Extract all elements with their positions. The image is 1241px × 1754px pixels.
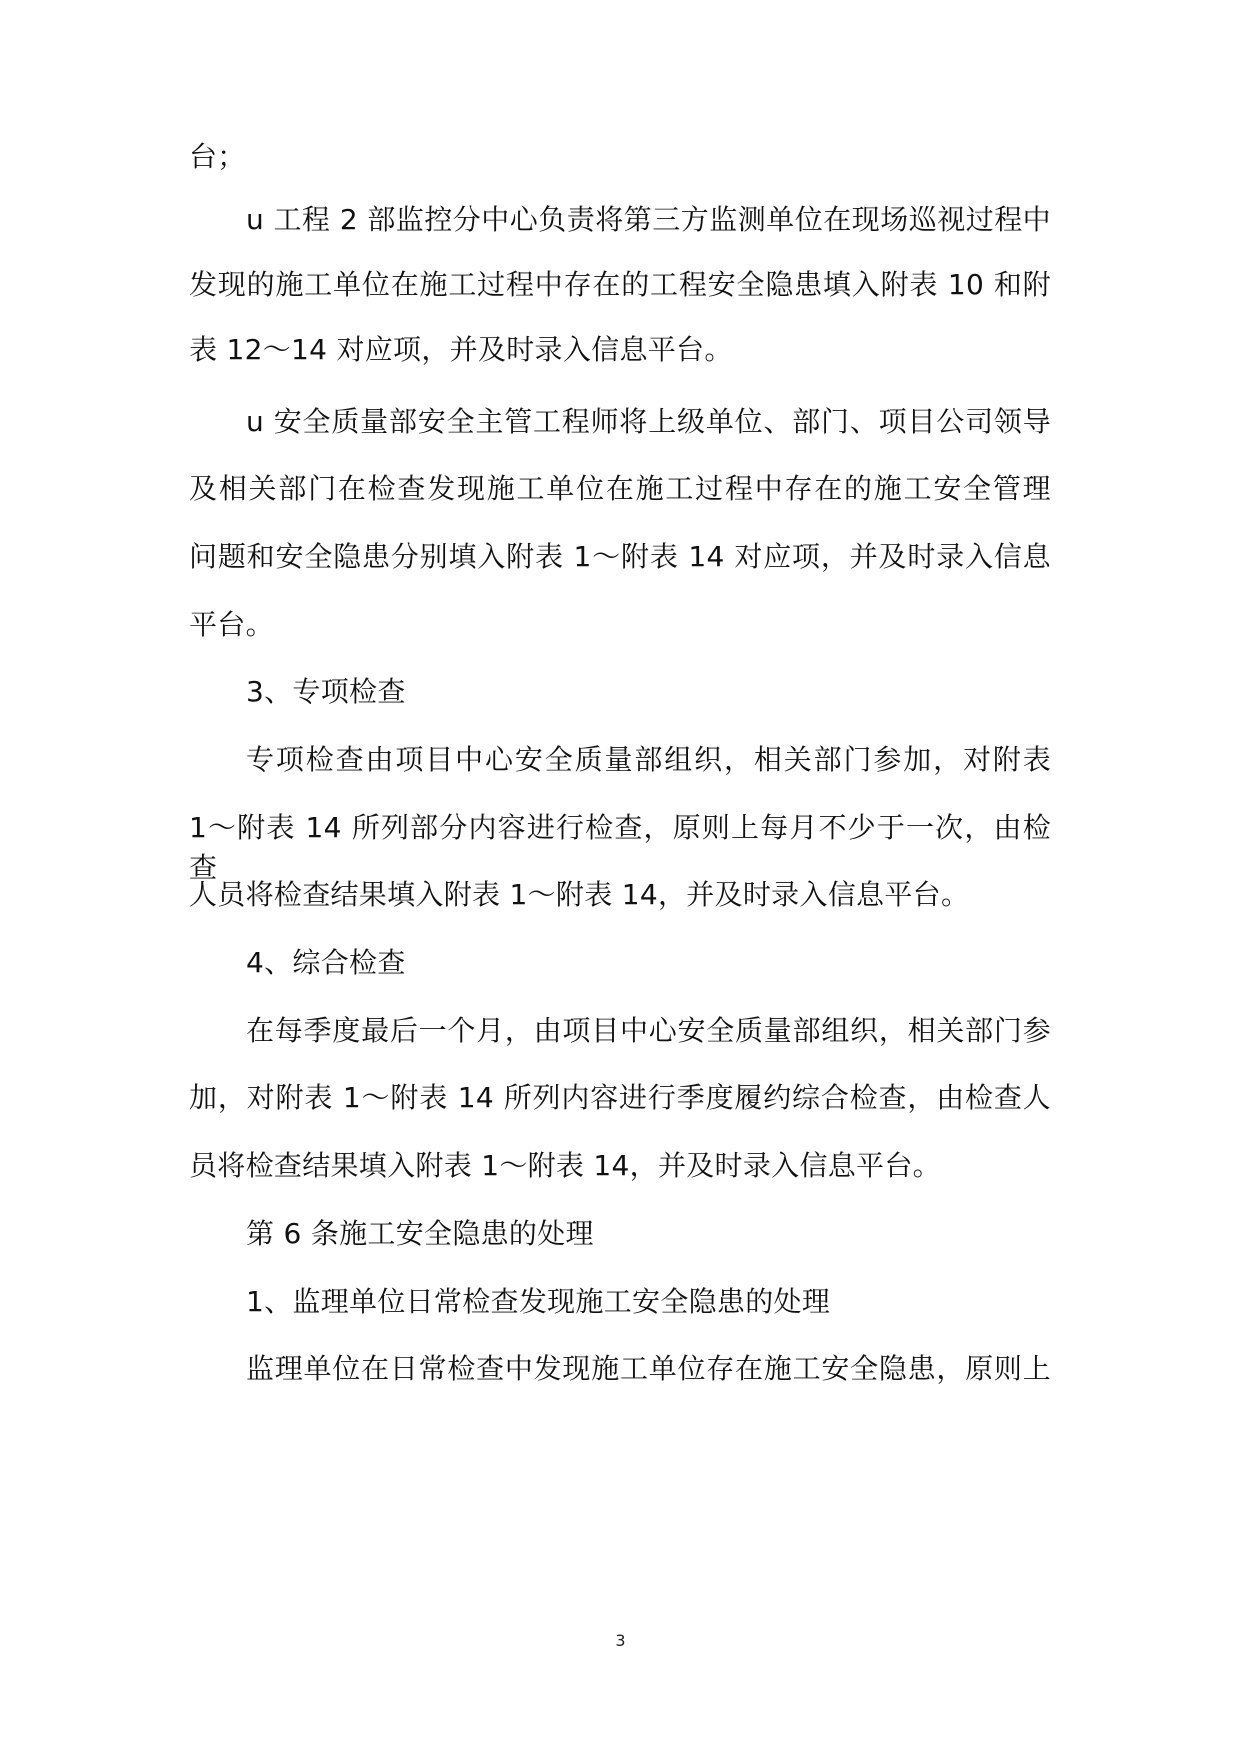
text-line-6: 及相关部门在检查发现施工单位在施工过程中存在的施工安全管理 — [189, 472, 1051, 505]
section-heading-3: 3、专项检查 — [246, 675, 406, 708]
text-line-1: 台； — [189, 140, 246, 173]
text-line-3: 发现的施工单位在施工过程中存在的工程安全隐患填入附表 10 和附 — [189, 268, 1051, 301]
text-line-2: u 工程 2 部监控分中心负责将第三方监测单位在现场巡视过程中 — [246, 203, 1051, 236]
text-line-10: 专项检查由项目中心安全质量部组织，相关部门参加，对附表 — [246, 743, 1051, 776]
page-number: 3 — [615, 1631, 626, 1650]
subsection-heading-1: 1、监理单位日常检查发现施工安全隐患的处理 — [246, 1285, 831, 1318]
article-heading-6: 第 6 条施工安全隐患的处理 — [246, 1217, 594, 1250]
text-line-12: 人员将检查结果填入附表 1～附表 14，并及时录入信息平台。 — [189, 878, 970, 911]
text-line-19: 监理单位在日常检查中发现施工单位存在施工安全隐患，原则上 — [246, 1352, 1051, 1385]
section-heading-4: 4、综合检查 — [246, 946, 406, 979]
text-line-11: 1～附表 14 所列部分内容进行检查，原则上每月不少于一次，由检查 — [189, 811, 1051, 884]
text-line-8: 平台。 — [189, 608, 274, 641]
text-line-16: 员将检查结果填入附表 1～附表 14，并及时录入信息平台。 — [189, 1149, 941, 1182]
text-line-5: u 安全质量部安全主管工程师将上级单位、部门、项目公司领导 — [246, 405, 1051, 438]
text-line-15: 加，对附表 1～附表 14 所列内容进行季度履约综合检查，由检查人 — [189, 1081, 1051, 1114]
text-line-4: 表 12～14 对应项，并及时录入信息平台。 — [189, 333, 733, 366]
text-line-14: 在每季度最后一个月，由项目中心安全质量部组织，相关部门参 — [246, 1014, 1051, 1047]
text-line-7: 问题和安全隐患分别填入附表 1～附表 14 对应项，并及时录入信息 — [189, 540, 1051, 573]
